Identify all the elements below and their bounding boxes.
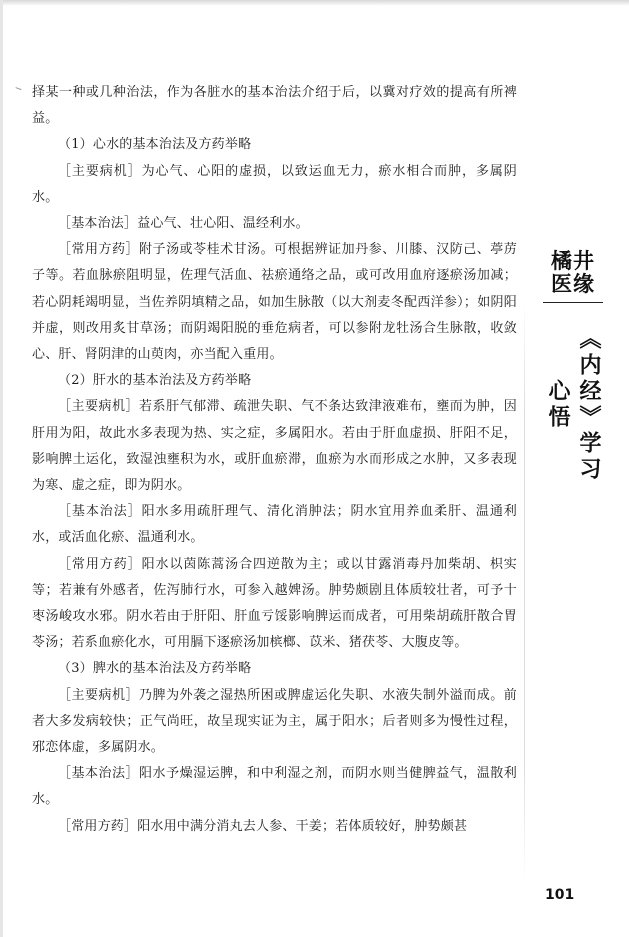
paragraph: ［基本治法］阳水多用疏肝理气、清化消肿法；阴水宜用养血柔肝、温通利水，或活血化瘀、温通利水。 xyxy=(32,504,517,546)
book-title-vertical: 《内经》学习心悟 xyxy=(545,327,601,483)
paragraph: ［主要病机］若系肝气郁滞、疏泄失职、气不条达致津液难布，壅而为肿，因肝用为阳，故此水多表现为热、实之症，多属阳水。若由于肝血虚损、肝阳不足，影响脾土运化，致湿浊壅积为水，或肝血瘀滞，血瘀为水而形成之水肿，又多表现为寒、虚之症，即为阴水。 xyxy=(32,399,517,494)
side-title-block xyxy=(537,250,609,495)
paragraph: ［基本治法］阳水予燥湿运脾，和中利湿之剂，而阴水则当健脾益气，温散利水。 xyxy=(32,766,517,808)
side-divider xyxy=(543,302,603,303)
section-heading: （2）肝水的基本治法及方药举略 xyxy=(58,373,252,389)
page-edge xyxy=(0,0,629,6)
series-logo-line-2: 医缘 xyxy=(551,272,595,296)
margin-tick-mark xyxy=(14,87,21,93)
paragraph: ［基本治法］益心气、壮心阳、温经利水。 xyxy=(58,216,309,232)
section-heading: （1）心水的基本治法及方药举略 xyxy=(58,137,252,153)
paragraph: ［常用方药］阳水用中满分消丸去人参、干姜；若体质较好，肿势颇甚 xyxy=(58,818,468,834)
section-heading: （3）脾水的基本治法及方药举略 xyxy=(58,661,252,677)
paragraph: ［主要病机］乃脾为外袭之湿热所困或脾虚运化失职、水液失制外溢而成。前者大多发病较快；正气尚旺，故呈现实证为主，属于阳水；后者则多为慢性过程，邪恋体虚，多属阴水。 xyxy=(32,687,517,756)
body-text xyxy=(32,80,517,840)
page-fold-shadow xyxy=(524,300,525,880)
paragraph: ［常用方药］附子汤或苓桂术甘汤。可根据辨证加丹参、川膝、汉防己、葶苈子等。若血脉瘀阻明显，佐理气活血、祛瘀通络之品，或可改用血府逐瘀汤加减；若心阴耗竭明显，当佐养阴填精之品，如加生脉散（以大剂麦冬配西洋参）；如阴阳并虚，则改用炙甘草汤；而阴竭阳脱的垂危病者，可以参附龙牡汤合生脉散，收敛心、肝、肾阴津的山萸肉，亦当配入重用。 xyxy=(32,242,517,363)
paragraph: 择某一种或几种治法，作为各脏水的基本治法介绍于后，以冀对疗效的提高有所裨益。 xyxy=(32,85,517,127)
page-binding-edge xyxy=(0,0,3,937)
series-logo xyxy=(537,250,609,296)
paragraph: ［常用方药］阳水以茵陈蒿汤合四逆散为主；或以甘露消毒丹加柴胡、枳实等；若兼有外感者，佐泻肺行水，可参入越婢汤。肿势颇剧且体质较壮者，可予十枣汤峻攻水邪。阴水若由于肝阳、肝血亏馁影响脾运而成者，可用柴胡疏肝散合胃苓汤；若系血瘀化水，可用膈下逐瘀汤加槟榔、苡米、猪茯苓、大腹皮等。 xyxy=(32,556,517,651)
series-logo-line-1: 橘井 xyxy=(551,249,595,273)
page-number: 101 xyxy=(545,887,575,903)
paragraph: ［主要病机］为心气、心阳的虚损，以致运血无力，瘀水相合而肿，多属阴水。 xyxy=(32,163,517,205)
